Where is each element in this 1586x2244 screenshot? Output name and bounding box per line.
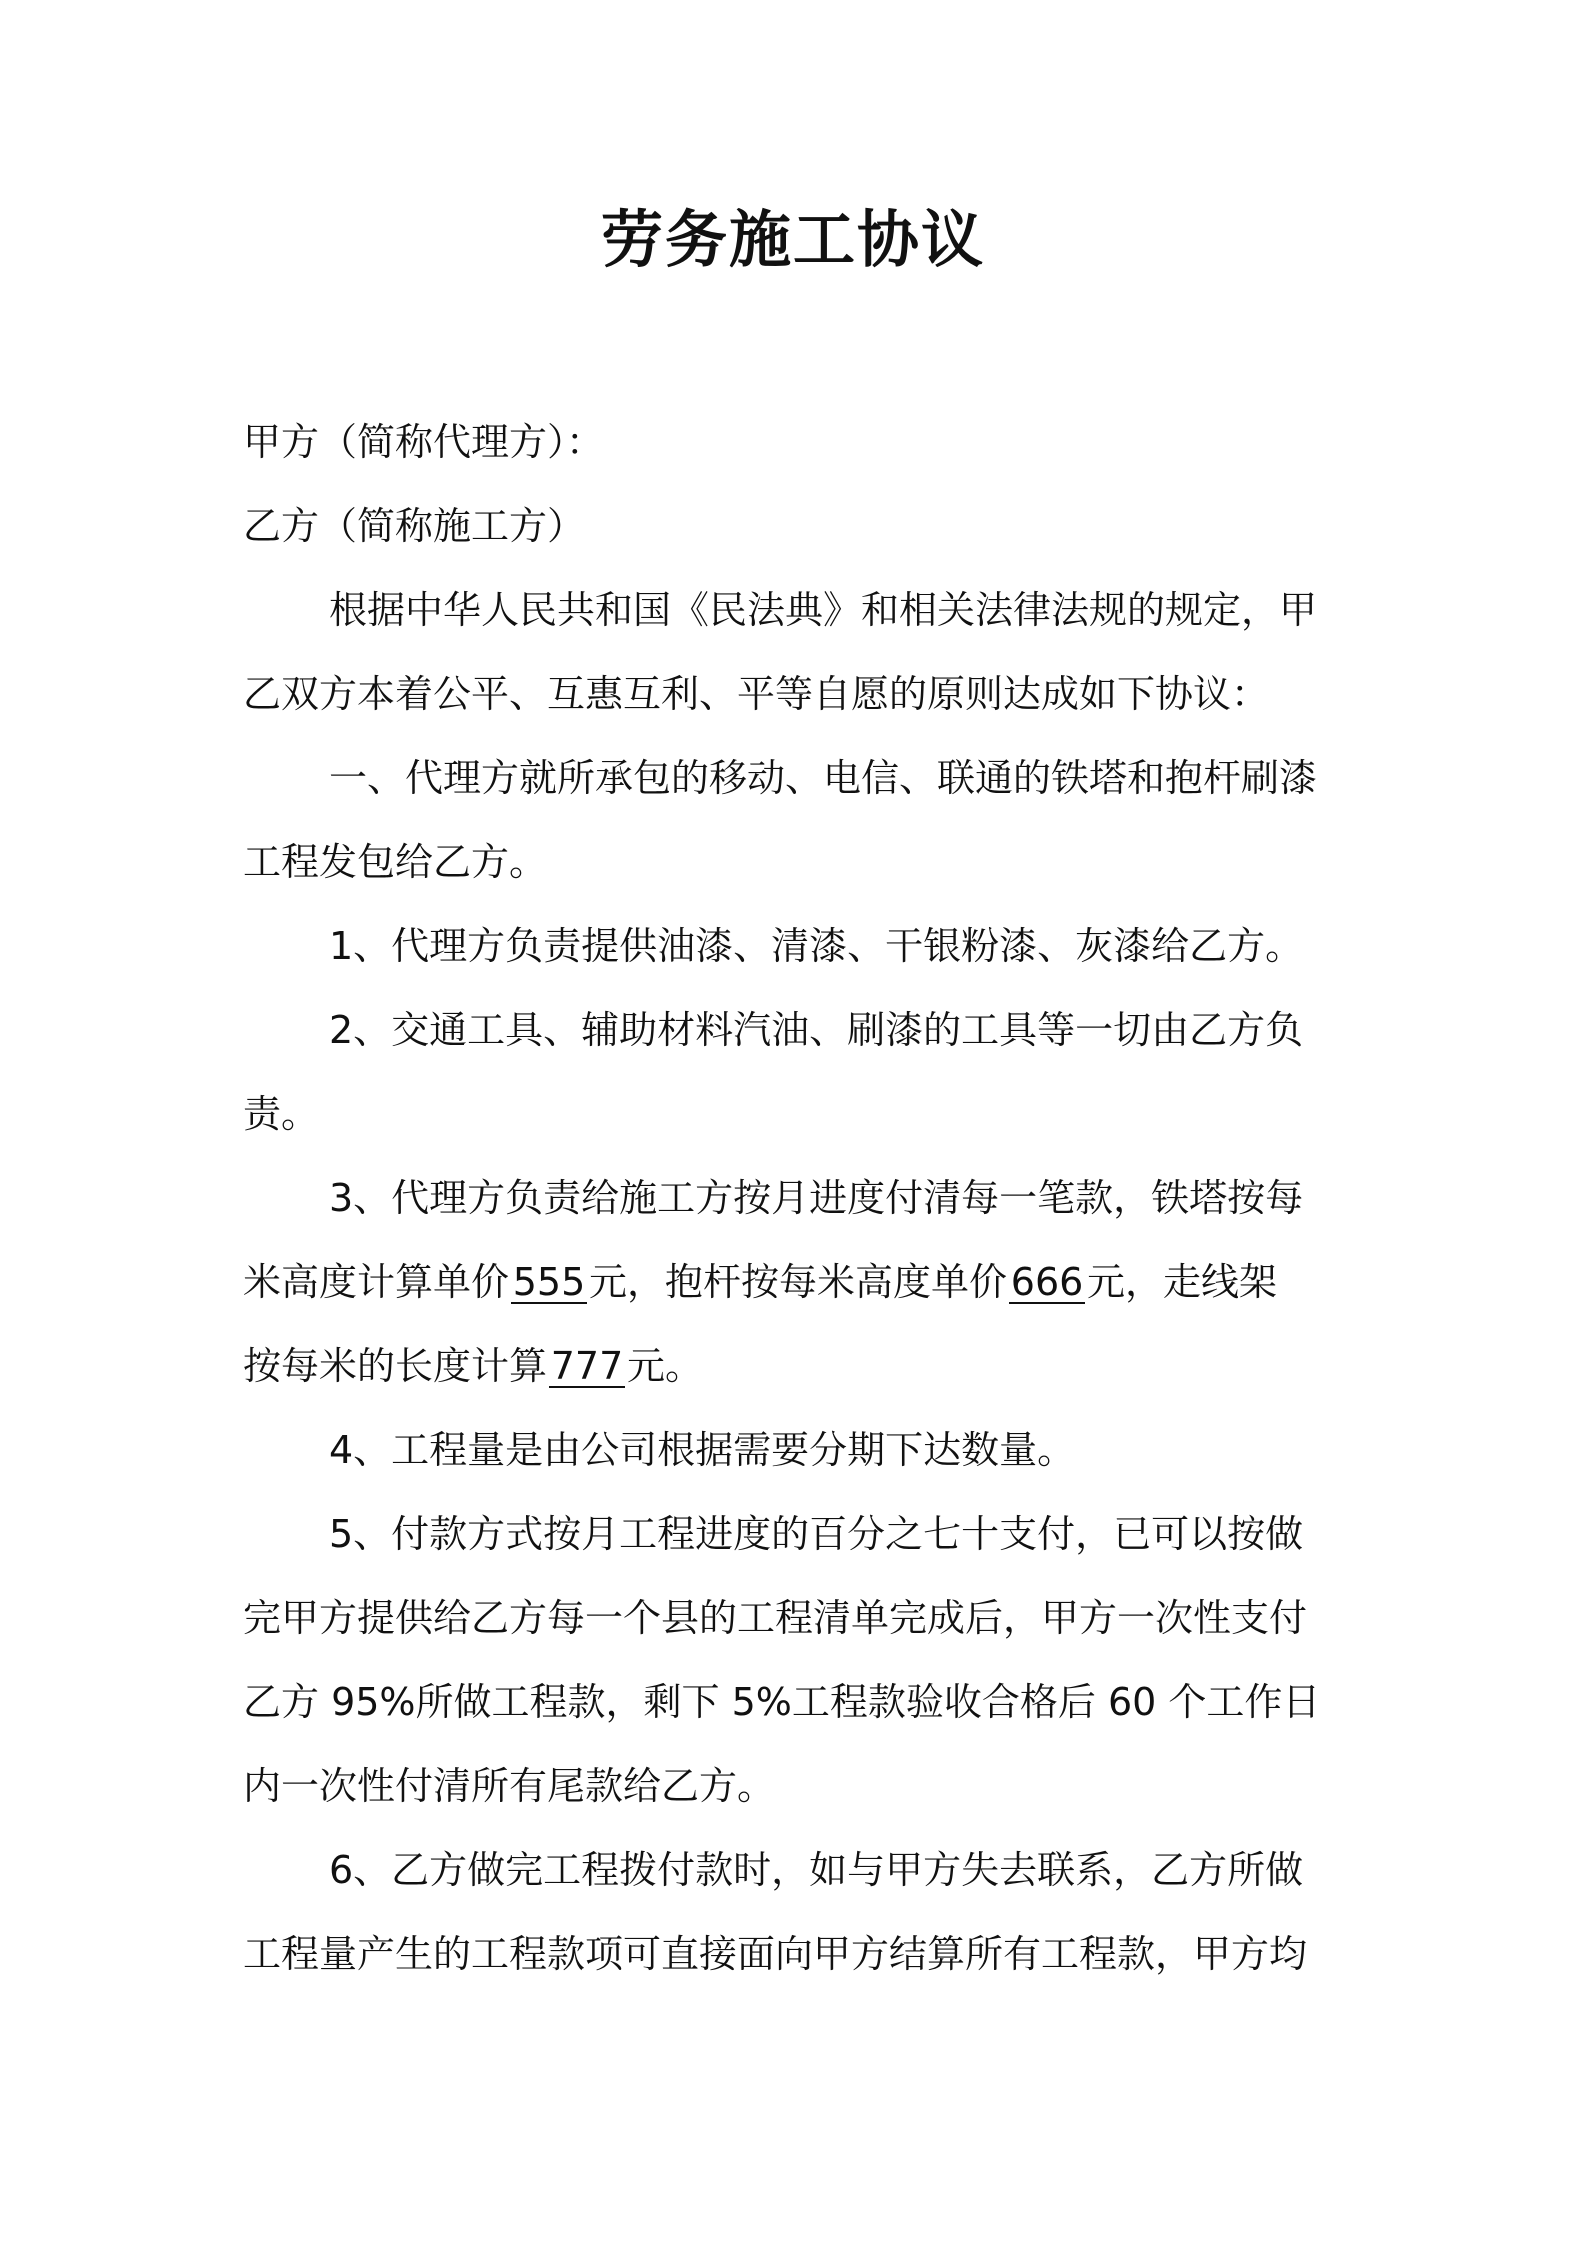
item-2-line-2: 责。 [243, 1092, 320, 1136]
item-3-line-3-text-b: 元。 [627, 1344, 704, 1388]
item-3-line-3-text-a: 按每米的长度计算 [243, 1344, 548, 1388]
document-title: 劳务施工协议 [600, 203, 985, 276]
item-6-line-2: 工程量产生的工程款项可直接面向甲方结算所有工程款，甲方均 [243, 1932, 1308, 1976]
item-3-line-2 [243, 1240, 1353, 1324]
item-5-line-3: 乙方 95%所做工程款，剩下 5%工程款验收合格后 60 个工作日 [243, 1680, 1321, 1724]
item-4-line-1: 4、工程量是由公司根据需要分期下达数量。 [329, 1428, 1076, 1472]
item-3-line-3 [243, 1324, 1353, 1408]
item-3-line-2-text-c: 元，走线架 [1087, 1260, 1278, 1304]
item-5-line-4: 内一次性付清所有尾款给乙方。 [243, 1764, 776, 1808]
intro-line-1: 根据中华人民共和国《民法典》和相关法律法规的规定，甲 [329, 588, 1318, 632]
item-3-line-2-text-b: 元，抱杆按每米高度单价 [589, 1260, 1008, 1304]
tower-unit-price: 555 [512, 1260, 586, 1304]
item-3-line-1: 3、代理方负责给施工方按月进度付清每一笔款，铁塔按每 [329, 1176, 1304, 1220]
party-b-line: 乙方（简称施工方） [243, 504, 586, 548]
document-body [243, 400, 1353, 1996]
rack-unit-price: 777 [550, 1344, 624, 1388]
item-2-line-1: 2、交通工具、辅助材料汽油、刷漆的工具等一切由乙方负 [329, 1008, 1304, 1052]
party-a-line: 甲方（简称代理方）： [243, 420, 605, 464]
clause-one-line-1: 一、代理方就所承包的移动、电信、联通的铁塔和抱杆刷漆 [329, 756, 1318, 800]
pole-unit-price: 666 [1010, 1260, 1084, 1304]
item-5-line-2: 完甲方提供给乙方每一个县的工程清单完成后，甲方一次性支付 [243, 1596, 1308, 1640]
item-1-line-1: 1、代理方负责提供油漆、清漆、干银粉漆、灰漆给乙方。 [329, 924, 1304, 968]
item-3-line-2-text-a: 米高度计算单价 [243, 1260, 510, 1304]
clause-one-line-2: 工程发包给乙方。 [243, 840, 548, 884]
intro-line-2: 乙双方本着公平、互惠互利、平等自愿的原则达成如下协议： [243, 672, 1270, 716]
item-5-line-1: 5、付款方式按月工程进度的百分之七十支付，已可以按做 [329, 1512, 1304, 1556]
item-6-line-1: 6、乙方做完工程拨付款时，如与甲方失去联系，乙方所做 [329, 1848, 1304, 1892]
